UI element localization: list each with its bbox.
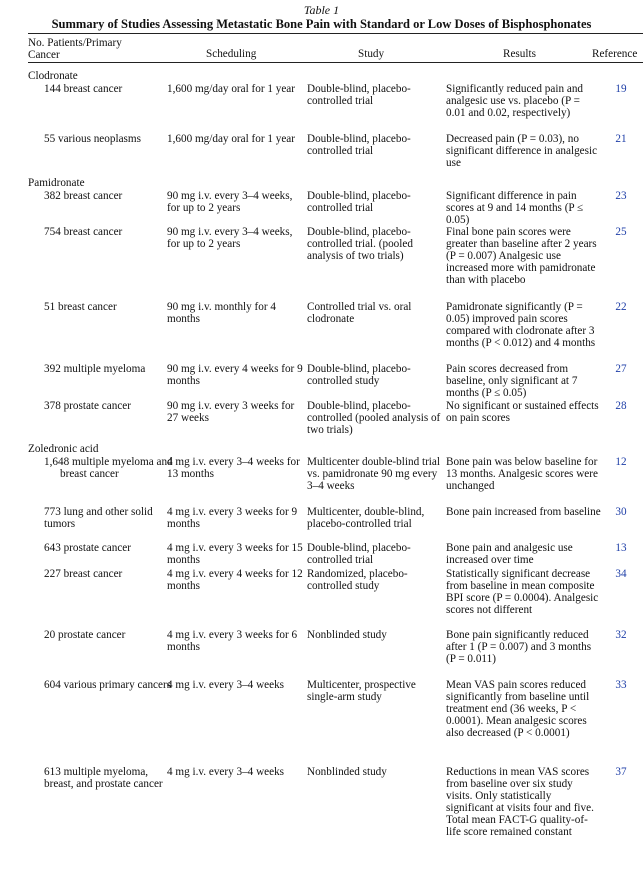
group-label: Pamidronate [28,177,85,189]
header-scheduling: Scheduling [206,48,257,60]
cell-patients: 773 lung and other solid tumors [44,506,153,530]
reference-link[interactable]: 32 [615,629,627,641]
reference-link[interactable]: 28 [615,400,627,412]
cell-patients: 754 breast cancer [44,226,123,238]
reference-link[interactable]: 21 [615,133,627,145]
cell-scheduling: 4 mg i.v. every 3–4 weeks [167,766,285,778]
cell-scheduling: 90 mg i.v. every 3–4 weeks, for up to 2 years [167,226,293,250]
reference-link[interactable]: 30 [615,506,627,518]
cell-study: Multicenter, double-blind, placebo-controlled trial [307,506,425,530]
cell-patients: 382 breast cancer [44,190,123,202]
cell-scheduling: 1,600 mg/day oral for 1 year [167,83,295,95]
cell-study: Controlled trial vs. oral clodronate [307,301,412,325]
cell-patients: 378 prostate cancer [44,400,131,412]
reference-link[interactable]: 13 [615,542,627,554]
cell-patients: 604 various primary cancers [44,679,172,691]
cell-study: Randomized, placebo-controlled study [307,568,408,592]
reference-link[interactable]: 19 [615,83,627,95]
reference-link[interactable]: 12 [615,456,627,468]
cell-patients: 613 multiple myeloma, breast, and prostate cancer [44,766,163,790]
reference-link[interactable]: 33 [615,679,627,691]
cell-scheduling: 4 mg i.v. every 3–4 weeks [167,679,285,691]
cell-patients: 51 breast cancer [44,301,117,313]
cell-scheduling: 4 mg i.v. every 3 weeks for 15 months [167,542,303,566]
cell-patients: 20 prostate cancer [44,629,126,641]
cell-study: Nonblinded study [307,629,387,641]
cell-scheduling: 4 mg i.v. every 3 weeks for 9 months [167,506,298,530]
cell-scheduling: 4 mg i.v. every 3–4 weeks for 13 months [167,456,300,480]
cell-patients: 227 breast cancer [44,568,123,580]
cell-results: Pain scores decreased from baseline, only significant at 7 months (P ≤ 0.05) [446,363,578,399]
cell-results: Reductions in mean VAS scores from baseline over six study visits. Only statistically significant at visits four and five. Total mean FACT-G quality-of-life score remained constant [446,766,594,838]
cell-results: Statistically significant decrease from baseline in mean composite BPI score (P = 0.0004). Analgesic scores not different [446,568,599,616]
cell-scheduling: 1,600 mg/day oral for 1 year [167,133,295,145]
cell-patients: 1,648 multiple myeloma and breast cancer [44,456,173,480]
reference-link[interactable]: 22 [615,301,627,313]
cell-results: Significantly reduced pain and analgesic use vs. placebo (P = 0.01 and 0.02, respectively) [446,83,584,119]
cell-scheduling: 90 mg i.v. every 3–4 weeks, for up to 2 years [167,190,293,214]
reference-link[interactable]: 23 [615,190,627,202]
cell-study: Double-blind, placebo-controlled trial [307,133,411,157]
cell-results: Bone pain increased from baseline [446,506,601,518]
header-study: Study [358,48,385,60]
cell-results: No significant or sustained effects on pain scores [446,400,599,424]
group-label: Clodronate [28,70,78,82]
cell-scheduling: 90 mg i.v. monthly for 4 months [167,301,276,325]
reference-link[interactable]: 27 [615,363,627,375]
cell-patients: 392 multiple myeloma [44,363,146,375]
cell-results: Final bone pain scores were greater than baseline after 2 years (P = 0.007) Analgesic use increased more with pamidronate than with placebo [446,226,597,286]
reference-link[interactable]: 37 [615,766,627,778]
cell-results: Bone pain was below baseline for 13 months. Analgesic scores were unchanged [446,456,598,492]
cell-study: Double-blind, placebo-controlled (pooled analysis of two trials) [307,400,441,436]
cell-results: Pamidronate significantly (P = 0.05) improved pain scores compared with clodronate after 3 months (P < 0.012) and 4 months [446,301,596,349]
cell-scheduling: 90 mg i.v. every 4 weeks for 9 months [167,363,303,387]
cell-study: Multicenter, prospective single-arm study [307,679,416,703]
cell-results: Significant difference in pain scores at 9 and 14 months (P ≤ 0.05) [446,190,584,226]
cell-scheduling: 4 mg i.v. every 4 weeks for 12 months [167,568,303,592]
cell-study: Multicenter double-blind trial vs. pamidronate 90 mg every 3–4 weeks [307,456,440,492]
cell-results: Decreased pain (P = 0.03), no significant difference in analgesic use [446,133,598,169]
cell-study: Nonblinded study [307,766,387,778]
header-patients: No. Patients/Primary Cancer [28,37,122,61]
cell-study: Double-blind, placebo-controlled trial [307,190,411,214]
cell-study: Double-blind, placebo-controlled trial. (pooled analysis of two trials) [307,226,413,262]
cell-scheduling: 90 mg i.v. every 3 weeks for 27 weeks [167,400,295,424]
cell-study: Double-blind, placebo-controlled trial [307,542,411,566]
cell-study: Double-blind, placebo-controlled study [307,363,411,387]
table-caption: Table 1 [303,3,340,17]
cell-study: Double-blind, placebo-controlled trial [307,83,411,107]
cell-scheduling: 4 mg i.v. every 3 weeks for 6 months [167,629,298,653]
cell-patients: 55 various neoplasms [44,133,141,145]
table-title: Summary of Studies Assessing Metastatic Bone Pain with Standard or Low Doses of Bisphosphonates [51,17,592,31]
top-rule [28,33,643,34]
cell-results: Bone pain and analgesic use increased over time [446,542,573,566]
cell-results: Mean VAS pain scores reduced significantly from baseline until treatment end (36 weeks, P < 0.0001). Mean analgesic scores also decreased (P < 0.0001) [446,679,590,739]
header-rule [28,62,643,63]
cell-patients: 144 breast cancer [44,83,123,95]
header-results: Results [503,48,536,60]
group-label: Zoledronic acid [28,443,99,455]
header-reference: Reference [592,48,638,60]
cell-patients: 643 prostate cancer [44,542,131,554]
cell-results: Bone pain significantly reduced after 1 (P = 0.007) and 3 months (P = 0.011) [446,629,592,665]
reference-link[interactable]: 34 [615,568,627,580]
reference-link[interactable]: 25 [615,226,627,238]
